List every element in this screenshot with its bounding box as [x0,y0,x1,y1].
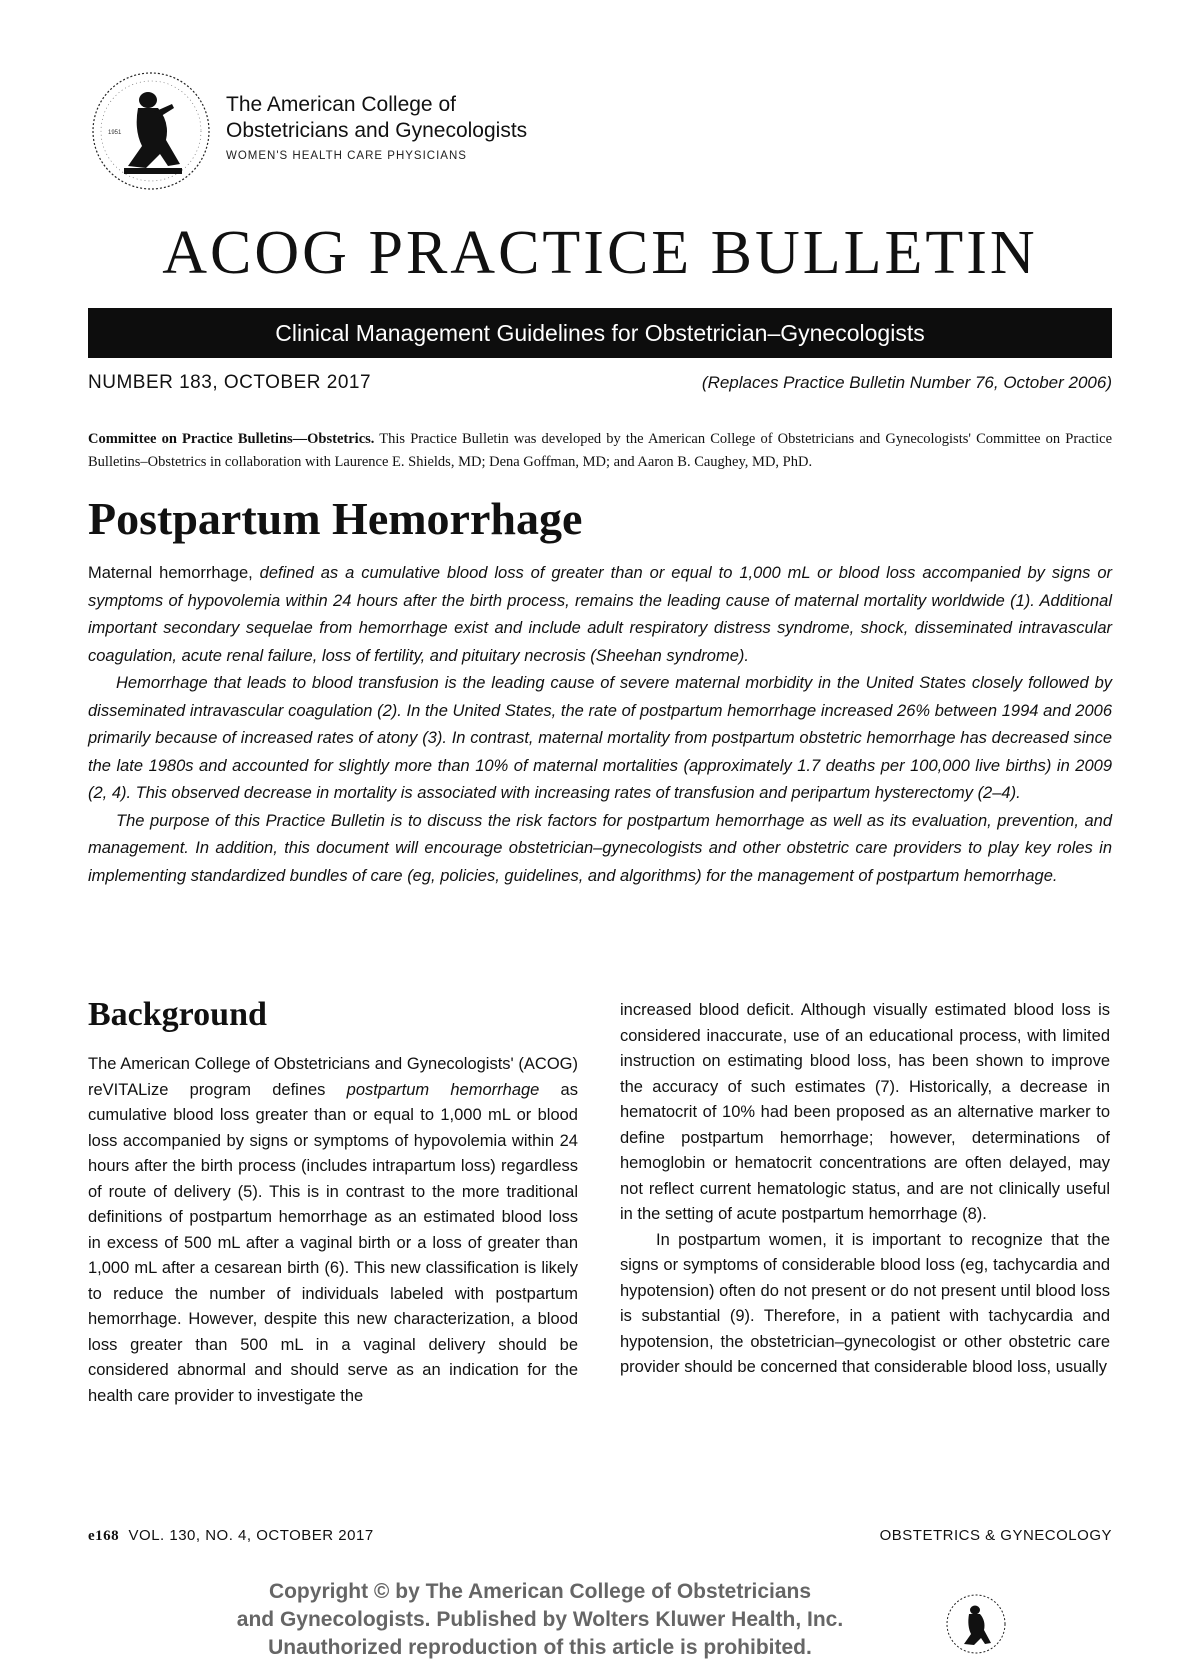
abstract-paragraph [88,808,1112,891]
committee-text: This Practice Bulletin was developed by the American College of Obstetricians and Gynecologists' Committee on Practice Bulletins–Obstetrics in collaboration with Laurence E. Shields, MD; Dena Goffman, MD; and Aaron B. Caughey, MD, PhD. [88,431,1112,470]
abstract [88,560,1112,890]
body-paragraph: In postpartum women, it is important to recognize that the signs or symptoms of considerable blood loss (eg, tachycardia and hypotension) often do not present or do not present until blood loss is substantial (9). Therefore, in a patient with tachycardia and hypotension, the obstetrician–gynecologist or other obstetric care provider should be concerned that considerable blood loss, usually [620,1230,1110,1376]
copyright-line: and Gynecologists. Published by Wolters Kluwer Health, Inc. [236,1608,844,1631]
copyright-notice [170,1578,910,1662]
org-tagline: WOMEN'S HEALTH CARE PHYSICIANS [226,150,467,162]
section-heading-background: Background [88,996,267,1033]
organization-name [226,92,527,162]
body-paragraph: increased blood deficit. Although visually estimated blood loss is considered inaccurate, use of an educational process, with limited instruction on estimating blood loss, has been shown to improve the accuracy of such estimates (7). Historically, a decrease in hematocrit of 10% had been proposed as an alternative marker to define postpartum hemorrhage; however, determinations of hemoglobin or hematocrit concentrations are often delayed, may not reflect current hematologic status, and are not clinically useful in the setting of acute postpartum hemorrhage (8). [620,1001,1110,1223]
replaces-note: (Replaces Practice Bulletin Number 76, October 2006) [701,373,1112,392]
left-column [88,1052,578,1409]
issue-number: NUMBER 183, OCTOBER 2017 [88,372,372,393]
abstract-lead: Maternal hemorrhage, [88,564,260,582]
acog-seal-small-icon [944,1592,1008,1656]
committee-lead: Committee on Practice Bulletins—Obstetrics. [88,431,375,447]
abstract-p2-text: Hemorrhage that leads to blood transfusion is the leading cause of severe maternal morbidity in the United States closely followed by disseminated intravascular coagulation (2). In the United States, the rate of postpartum hemorrhage increased 26% between 1994 and 2006 primarily because of increased rates of atony (3). In contrast, maternal mortality from postpartum obstetric hemorrhage has decreased since the late 1980s and accounted for slightly more than 10% of maternal mortalities (approximately 1.7 deaths per 100,000 live births) in 2009 (2, 4). This observed decrease in mortality is associated with increasing rates of transfusion and peripartum hysterectomy (2–4). [88,674,1112,802]
guidelines-banner: Clinical Management Guidelines for Obstetrician–Gynecologists [88,308,1112,358]
body-paragraph [88,1052,578,1409]
body-text: The American College of Obstetricians and Gynecologists' (ACOG) reVITALize program defines [88,1055,578,1099]
right-column [620,998,1110,1381]
masthead-title: ACOG PRACTICE BULLETIN [162,219,1038,287]
footer-citation [88,1527,374,1545]
volume-info: VOL. 130, NO. 4, OCTOBER 2017 [128,1527,374,1544]
body-text: as cumulative blood loss greater than or equal to 1,000 mL or blood loss accompanied by signs or symptoms of hypovolemia within 24 hours after the birth process (includes intrapartum loss) regardless of route of delivery (5). This is in contrast to the more traditional definitions of postpartum hemorrhage as an estimated blood loss in excess of 500 mL after a vaginal birth or a loss of greater than 1,000 mL after a cesarean birth (6). This new classification is likely to reduce the number of individuals labeled with postpartum hemorrhage. However, despite this new characterization, a blood loss greater than 500 mL in a vaginal delivery should be considered abnormal and should serve as an indication for the health care provider to investigate the [88,1080,578,1405]
abstract-paragraph [88,560,1112,670]
org-name-line2: Obstetricians and Gynecologists [226,119,528,142]
org-name-line1: The American College of [226,93,456,116]
defined-term: postpartum hemorrhage [346,1080,540,1099]
journal-name: OBSTETRICS & GYNECOLOGY [879,1527,1112,1544]
acog-seal-logo [88,68,214,194]
committee-note [88,428,1112,474]
abstract-p3-text: The purpose of this Practice Bulletin is to discuss the risk factors for postpartum hemorrhage as well as its evaluation, prevention, and management. In addition, this document will encourage obstetrician–gynecologists and other obstetric care providers to play key roles in implementing standardized bundles of care (eg, policies, guidelines, and algorithms) for the management of postpartum hemorrhage. [88,811,1112,885]
article-title: Postpartum Hemorrhage [88,493,583,544]
page-number: e168 [88,1528,120,1544]
copyright-line: Copyright © by The American College of Obstetricians [268,1580,812,1603]
copyright-line: Unauthorized reproduction of this article is prohibited. [268,1636,812,1659]
abstract-paragraph [88,670,1112,808]
abstract-p1-text: defined as a cumulative blood loss of greater than or equal to 1,000 mL or blood loss accompanied by signs or symptoms of hypovolemia within 24 hours after the birth process, remains the leading cause of maternal mortality worldwide (1). Additional important secondary sequelae from hemorrhage exist and include adult respiratory distress syndrome, shock, disseminated intravascular coagulation, acute renal failure, loss of fertility, and pituitary necrosis (Sheehan syndrome). [88,564,1112,665]
svg-text:1951: 1951 [108,130,122,136]
